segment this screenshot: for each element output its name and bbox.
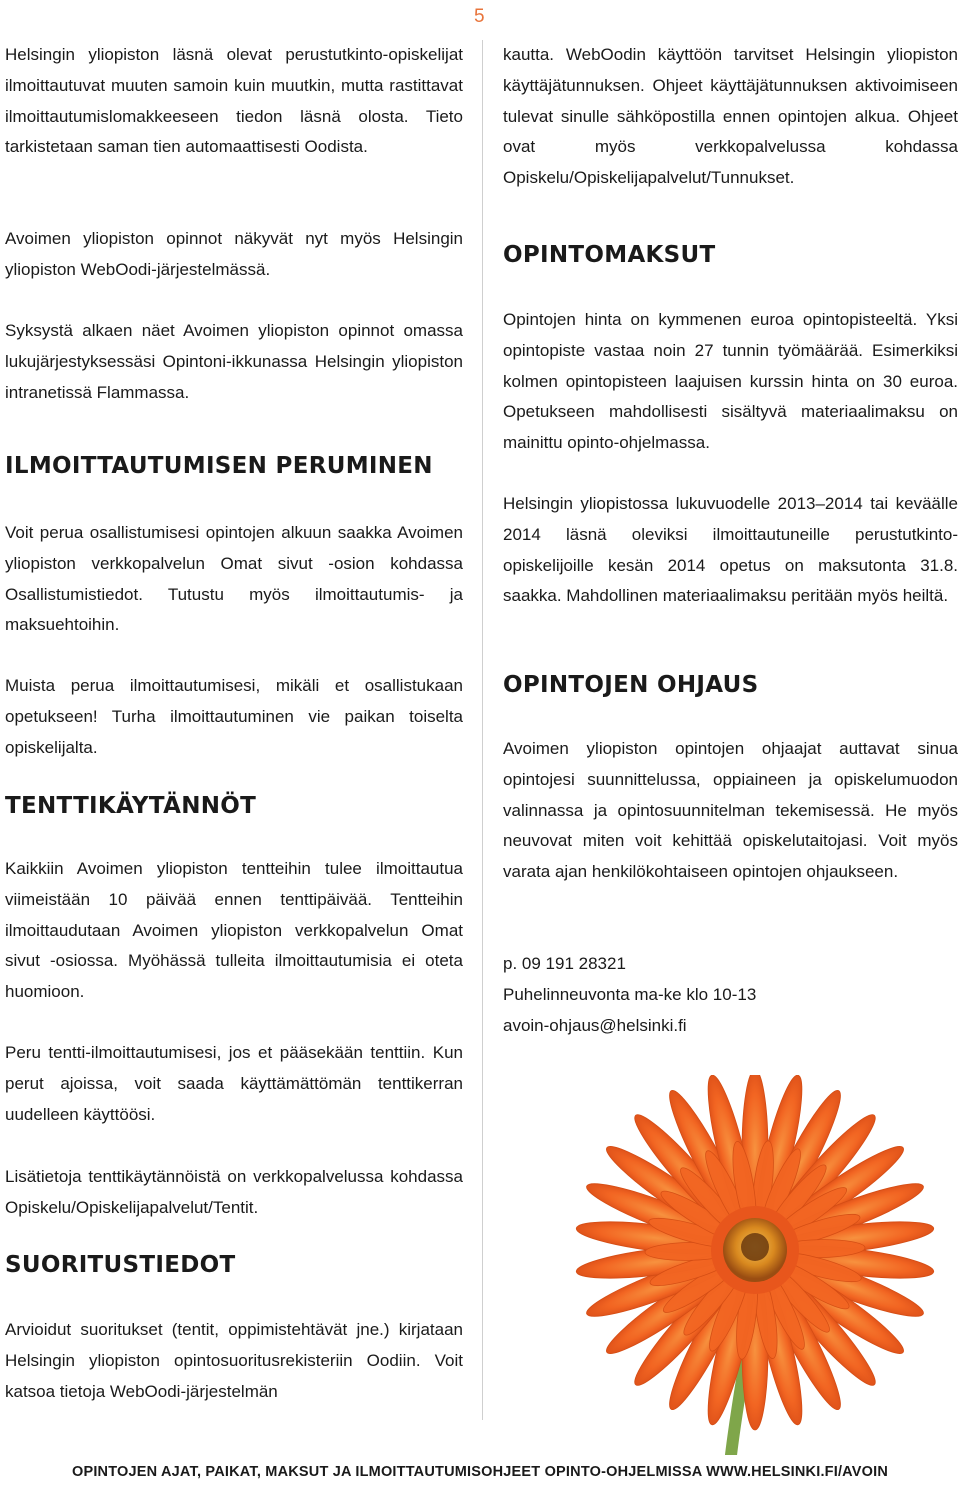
page-number: 5: [474, 6, 485, 27]
paragraph-cancel-info: [5, 518, 463, 641]
paragraph-text: Helsingin yliopistossa lukuvuodelle 2013–2014 tai keväälle 2014 läsnä oleviksi ilmoittautuneille perustutkinto-opiskelijoille kesän 2014 opetus on maksutonta 31.8. saakka. Mahdollinen materiaalimaksu peritään myös heiltä.: [503, 494, 958, 606]
paragraph-exam-more-info: [5, 1162, 463, 1224]
paragraph-fee-exemption: [503, 489, 958, 612]
heading-credits: SUORITUSTIEDOT: [5, 1252, 236, 1278]
heading-study-guidance: OPINTOJEN OHJAUS: [503, 672, 759, 698]
paragraph-text: Syksystä alkaen näet Avoimen yliopiston opinnot omassa lukujärjestyksessäsi Opintoni-ikkunassa Helsingin yliopiston intranetissä Flammassa.: [5, 321, 463, 402]
paragraph-text: kautta. WebOodin käyttöön tarvitset Helsingin yliopiston käyttäjätunnuksen. Ohjeet käyttäjätunnuksen aktivoimiseen tulevat sinulle sähköpostilla ennen opintojen alkua. Ohjeet ovat myös verkkopalvelussa kohdassa Opiskelu/Opiskelijapalvelut/Tunnukset.: [503, 45, 958, 188]
footer-note: OPINTOJEN AJAT, PAIKAT, MAKSUT JA ILMOITTAUTUMISOHJEET OPINTO-OHJELMISSA WWW.HELSINKI.FI/AVOIN: [71, 1464, 889, 1480]
paragraph-text: Muista perua ilmoittautumisesi, mikäli et osallistukaan opetukseen! Turha ilmoittautuminen vie paikan toiselta opiskelijalta.: [5, 676, 463, 757]
paragraph-text: Arvioidut suoritukset (tentit, oppimistehtävät jne.) kirjataan Helsingin yliopiston opintosuoritusrekisteriin Oodiin. Voit katsoa tietoja WebOodi-järjestelmän: [5, 1320, 463, 1401]
paragraph-text: Lisätietoja tenttikäytännöistä on verkkopalvelussa kohdassa Opiskelu/Opiskelijapalvelut/Tentit.: [5, 1167, 463, 1217]
paragraph-user-account: [503, 40, 958, 194]
paragraph-fee-price: [503, 305, 958, 459]
paragraph-guidance: [503, 734, 958, 888]
paragraph-text: Peru tentti-ilmoittautumisesi, jos et pääsekään tenttiin. Kun perut ajoissa, voit saada käyttämättömän tenttikerran uudelleen käyttöösi.: [5, 1043, 463, 1124]
heading-exam-practices: TENTTIKÄYTÄNNÖT: [5, 793, 257, 819]
paragraph-attendance: [5, 40, 463, 163]
paragraph-exam-registration: [5, 854, 463, 1008]
paragraph-credits-info: [5, 1315, 463, 1407]
paragraph-cancel-reminder: [5, 671, 463, 763]
heading-fees: OPINTOMAKSUT: [503, 242, 716, 268]
paragraph-text: Kaikkiin Avoimen yliopiston tentteihin tulee ilmoittautua viimeistään 10 päivää ennen tenttipäivää. Tentteihin ilmoittaudutaan Avoimen yliopiston verkkopalvelun Omat sivut -osiossa. Myöhässä tulleita ilmoittautumisia ei oteta huomioon.: [5, 859, 463, 1002]
heading-cancellation: ILMOITTAUTUMISEN PERUMINEN: [5, 453, 433, 479]
gerbera-flower-icon: [565, 1075, 960, 1455]
paragraph-text: Opintojen hinta on kymmenen euroa opintopisteeltä. Yksi opintopiste vastaa noin 27 tunnin työmäärää. Esimerkiksi kolmen opintopisteen laajuisen kurssin hinta on 30 euroa. Opetukseen mahdollisesti sisältyvä materiaalimaksu on mainittu opinto-ohjelmassa.: [503, 310, 958, 453]
column-divider: [482, 40, 483, 1420]
contact-hours: Puhelinneuvonta ma-ke klo 10-13: [503, 984, 757, 1004]
paragraph-text: Voit perua osallistumisesi opintojen alkuun saakka Avoimen yliopiston verkkopalvelun Omat sivut -osion kohdassa Osallistumistiedot. Tutustu myös ilmoittautumis- ja maksuehtoihin.: [5, 523, 463, 635]
paragraph-flamma: [5, 316, 463, 408]
paragraph-text: Avoimen yliopiston opinnot näkyvät nyt myös Helsingin yliopiston WebOodi-järjestelmässä.: [5, 229, 463, 279]
contact-block: [503, 949, 958, 1041]
paragraph-weboodi: [5, 224, 463, 286]
paragraph-text: Avoimen yliopiston opintojen ohjaajat auttavat sinua opintojesi suunnittelussa, oppiaineen ja opiskelumuodon valinnassa ja opintosuunnitelman tekemisessä. He myös neuvovat miten voit kehittää opiskelutaitojasi. Voit myös varata ajan henkilökohtaiseen opintojen ohjaukseen.: [503, 739, 958, 882]
paragraph-text: Helsingin yliopiston läsnä olevat perustutkinto-opiskelijat ilmoittautuvat muuten samoin kuin muutkin, mutta rastittavat ilmoittautumislomakkeeseen tiedon läsnä olosta. Tieto tarkistetaan saman tien automaattisesti Oodista.: [5, 45, 463, 157]
contact-phone: p. 09 191 28321: [503, 954, 626, 973]
contact-email: avoin-ohjaus@helsinki.fi: [503, 1015, 687, 1035]
paragraph-exam-cancel: [5, 1038, 463, 1130]
